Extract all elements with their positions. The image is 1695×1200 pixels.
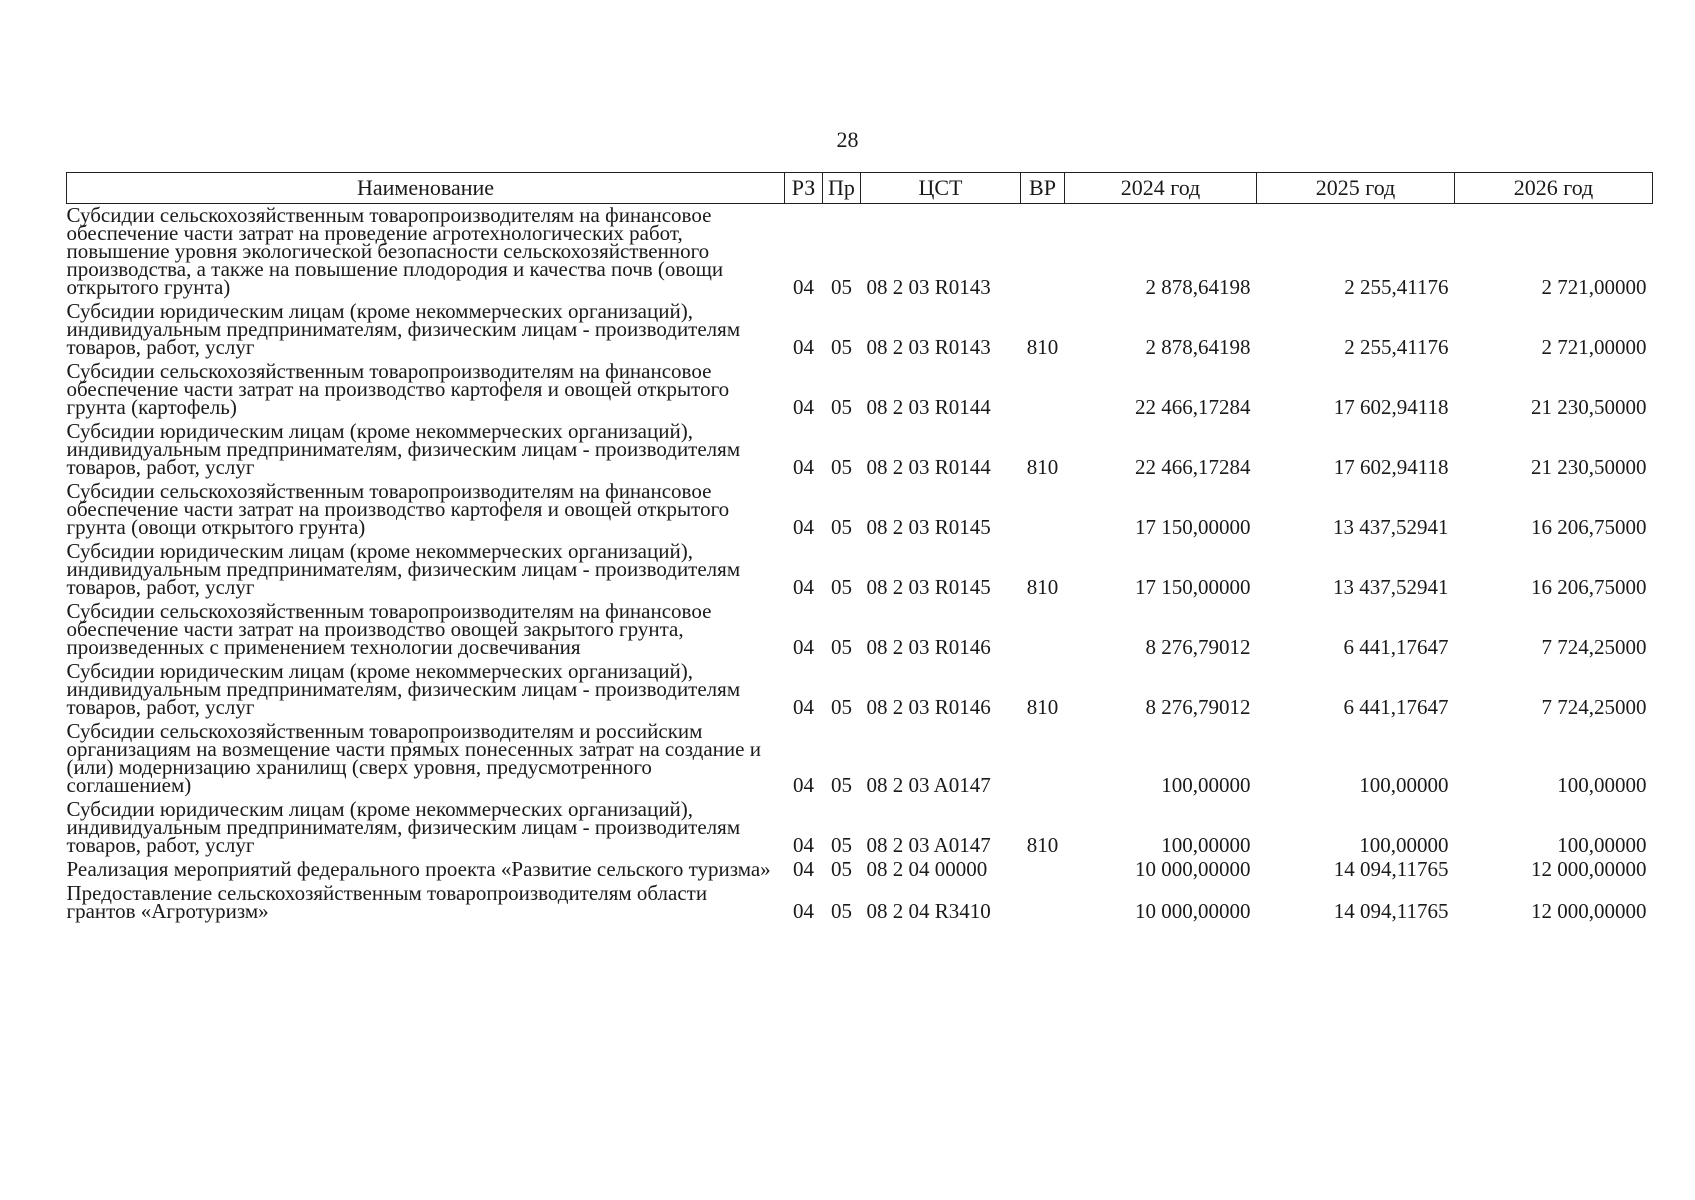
row-pr: 05 bbox=[831, 857, 852, 881]
row-vr bbox=[1021, 600, 1065, 660]
header-name: Наименование bbox=[67, 173, 785, 204]
row-cst: 08 2 03 A0147 bbox=[866, 773, 991, 797]
table-row bbox=[67, 360, 1653, 420]
row-pr: 05 bbox=[831, 575, 852, 599]
table-row bbox=[67, 882, 1653, 924]
row-name: Субсидии сельскохозяйственным товаропроизводителям и российским организациям на возмещение части прямых понесенных затрат на создание и (или) модернизацию хранилищ (сверх уровня, предусмотренного соглашением) bbox=[66, 719, 761, 797]
row-pr: 05 bbox=[831, 899, 852, 923]
row-2025: 13 437,52941 bbox=[1333, 575, 1449, 599]
row-2026: 12 000,00000 bbox=[1531, 857, 1647, 881]
row-cst: 08 2 03 R0146 bbox=[866, 695, 991, 719]
row-name: Субсидии сельскохозяйственным товаропроизводителям на финансовое обеспечение части затрат на производство овощей закрытого грунта, произведенных с применением технологии досвечивания bbox=[66, 599, 712, 659]
row-cst: 08 2 03 R0143 bbox=[866, 275, 991, 299]
row-rz: 04 bbox=[793, 857, 814, 881]
table-row bbox=[67, 480, 1653, 540]
row-pr: 05 bbox=[831, 335, 852, 359]
row-2026: 16 206,75000 bbox=[1531, 575, 1647, 599]
table-row bbox=[67, 420, 1653, 480]
table-row bbox=[67, 540, 1653, 600]
row-pr: 05 bbox=[831, 455, 852, 479]
row-2026: 21 230,50000 bbox=[1531, 395, 1647, 419]
row-rz: 04 bbox=[793, 773, 814, 797]
row-2026: 100,00000 bbox=[1557, 773, 1647, 797]
row-2026: 12 000,00000 bbox=[1531, 899, 1647, 923]
row-cst: 08 2 03 A0147 bbox=[866, 833, 991, 857]
table-row bbox=[67, 858, 1653, 882]
header-2026: 2026 год bbox=[1455, 173, 1653, 204]
table-row bbox=[67, 660, 1653, 720]
row-name: Субсидии юридическим лицам (кроме некоммерческих организаций), индивидуальным предпринимателям, физическим лицам - производителям товаров, работ, услуг bbox=[66, 797, 741, 857]
row-pr: 05 bbox=[831, 773, 852, 797]
row-vr: 810 bbox=[1026, 833, 1059, 857]
row-rz: 04 bbox=[793, 515, 814, 539]
row-name: Субсидии юридическим лицам (кроме некоммерческих организаций), индивидуальным предпринимателям, физическим лицам - производителям товаров, работ, услуг bbox=[66, 659, 741, 719]
row-cst: 08 2 03 R0145 bbox=[866, 515, 991, 539]
row-pr: 05 bbox=[831, 695, 852, 719]
row-vr bbox=[1021, 858, 1065, 882]
row-name: Субсидии юридическим лицам (кроме некоммерческих организаций), индивидуальным предпринимателям, физическим лицам - производителям товаров, работ, услуг bbox=[66, 419, 741, 479]
row-rz: 04 bbox=[793, 395, 814, 419]
row-2024: 100,00000 bbox=[1161, 833, 1251, 857]
row-cst: 08 2 03 R0145 bbox=[866, 575, 991, 599]
row-2025: 14 094,11765 bbox=[1333, 857, 1449, 881]
row-vr bbox=[1021, 360, 1065, 420]
header-vr: ВР bbox=[1021, 173, 1065, 204]
row-2024: 8 276,79012 bbox=[1145, 695, 1251, 719]
row-vr: 810 bbox=[1026, 575, 1059, 599]
row-cst: 08 2 03 R0144 bbox=[866, 455, 991, 479]
row-2024: 22 466,17284 bbox=[1135, 395, 1251, 419]
row-name: Субсидии сельскохозяйственным товаропроизводителям на финансовое обеспечение части затрат на производство картофеля и овощей открытого грунта (картофель) bbox=[66, 359, 730, 419]
header-2025: 2025 год bbox=[1257, 173, 1455, 204]
row-pr: 05 bbox=[831, 635, 852, 659]
row-2026: 7 724,25000 bbox=[1541, 695, 1647, 719]
row-rz: 04 bbox=[793, 575, 814, 599]
row-2026: 2 721,00000 bbox=[1541, 335, 1647, 359]
budget-table bbox=[66, 172, 1653, 924]
row-2024: 2 878,64198 bbox=[1145, 275, 1251, 299]
page-number: 28 bbox=[836, 127, 859, 152]
row-2025: 14 094,11765 bbox=[1333, 899, 1449, 923]
header-row bbox=[67, 173, 1653, 204]
header-rz: РЗ bbox=[785, 173, 823, 204]
row-2025: 6 441,17647 bbox=[1343, 635, 1449, 659]
header-pr: Пр bbox=[823, 173, 861, 204]
row-rz: 04 bbox=[793, 695, 814, 719]
row-pr: 05 bbox=[831, 515, 852, 539]
header-cst: ЦСТ bbox=[861, 173, 1021, 204]
table-row bbox=[67, 600, 1653, 660]
row-vr: 810 bbox=[1026, 695, 1059, 719]
row-vr bbox=[1021, 720, 1065, 798]
row-2024: 8 276,79012 bbox=[1145, 635, 1251, 659]
row-2025: 100,00000 bbox=[1359, 773, 1449, 797]
row-rz: 04 bbox=[793, 455, 814, 479]
row-2026: 16 206,75000 bbox=[1531, 515, 1647, 539]
row-pr: 05 bbox=[831, 275, 852, 299]
row-rz: 04 bbox=[793, 275, 814, 299]
row-vr bbox=[1021, 480, 1065, 540]
row-2025: 2 255,41176 bbox=[1344, 335, 1449, 359]
row-name: Субсидии сельскохозяйственным товаропроизводителям на финансовое обеспечение части затрат на проведение агротехнологических работ, повышение уровня экологической безопасности сельскохозяйственного производства, а также на повышение плодородия и качества почв (овощи открытого грунта) bbox=[66, 203, 724, 299]
table-row bbox=[67, 720, 1653, 798]
row-2024: 17 150,00000 bbox=[1135, 515, 1251, 539]
row-2025: 6 441,17647 bbox=[1343, 695, 1449, 719]
row-cst: 08 2 04 00000 bbox=[866, 857, 988, 881]
row-name: Субсидии юридическим лицам (кроме некоммерческих организаций), индивидуальным предпринимателям, физическим лицам - производителям товаров, работ, услуг bbox=[66, 299, 741, 359]
row-2024: 100,00000 bbox=[1161, 773, 1251, 797]
row-2024: 10 000,00000 bbox=[1135, 899, 1251, 923]
row-rz: 04 bbox=[793, 833, 814, 857]
row-name: Субсидии сельскохозяйственным товаропроизводителям на финансовое обеспечение части затрат на производство картофеля и овощей открытого грунта (овощи открытого грунта) bbox=[66, 479, 730, 539]
row-2026: 100,00000 bbox=[1557, 833, 1647, 857]
row-2024: 10 000,00000 bbox=[1135, 857, 1251, 881]
row-2025: 100,00000 bbox=[1359, 833, 1449, 857]
row-cst: 08 2 03 R0143 bbox=[866, 335, 991, 359]
row-2025: 17 602,94118 bbox=[1333, 395, 1449, 419]
row-vr bbox=[1021, 882, 1065, 924]
row-pr: 05 bbox=[831, 395, 852, 419]
row-name: Предоставление сельскохозяйственным товаропроизводителям области грантов «Агротуризм» bbox=[66, 881, 708, 923]
row-2025: 17 602,94118 bbox=[1333, 455, 1449, 479]
row-2024: 2 878,64198 bbox=[1145, 335, 1251, 359]
row-pr: 05 bbox=[831, 833, 852, 857]
table-row bbox=[67, 204, 1653, 301]
row-rz: 04 bbox=[793, 899, 814, 923]
row-cst: 08 2 04 R3410 bbox=[866, 899, 991, 923]
row-2026: 2 721,00000 bbox=[1541, 275, 1647, 299]
table-row bbox=[67, 300, 1653, 360]
row-2026: 7 724,25000 bbox=[1541, 635, 1647, 659]
row-vr bbox=[1021, 204, 1065, 301]
row-2025: 2 255,41176 bbox=[1344, 275, 1449, 299]
row-2025: 13 437,52941 bbox=[1333, 515, 1449, 539]
row-vr: 810 bbox=[1026, 335, 1059, 359]
row-name: Субсидии юридическим лицам (кроме некоммерческих организаций), индивидуальным предпринимателям, физическим лицам - производителям товаров, работ, услуг bbox=[66, 539, 741, 599]
row-2024: 22 466,17284 bbox=[1135, 455, 1251, 479]
row-vr: 810 bbox=[1026, 455, 1059, 479]
row-2024: 17 150,00000 bbox=[1135, 575, 1251, 599]
header-2024: 2024 год bbox=[1065, 173, 1257, 204]
row-name: Реализация мероприятий федерального проекта «Развитие сельского туризма» bbox=[66, 857, 771, 881]
table-row bbox=[67, 798, 1653, 858]
row-cst: 08 2 03 R0146 bbox=[866, 635, 991, 659]
row-rz: 04 bbox=[793, 335, 814, 359]
row-cst: 08 2 03 R0144 bbox=[866, 395, 991, 419]
row-rz: 04 bbox=[793, 635, 814, 659]
row-2026: 21 230,50000 bbox=[1531, 455, 1647, 479]
